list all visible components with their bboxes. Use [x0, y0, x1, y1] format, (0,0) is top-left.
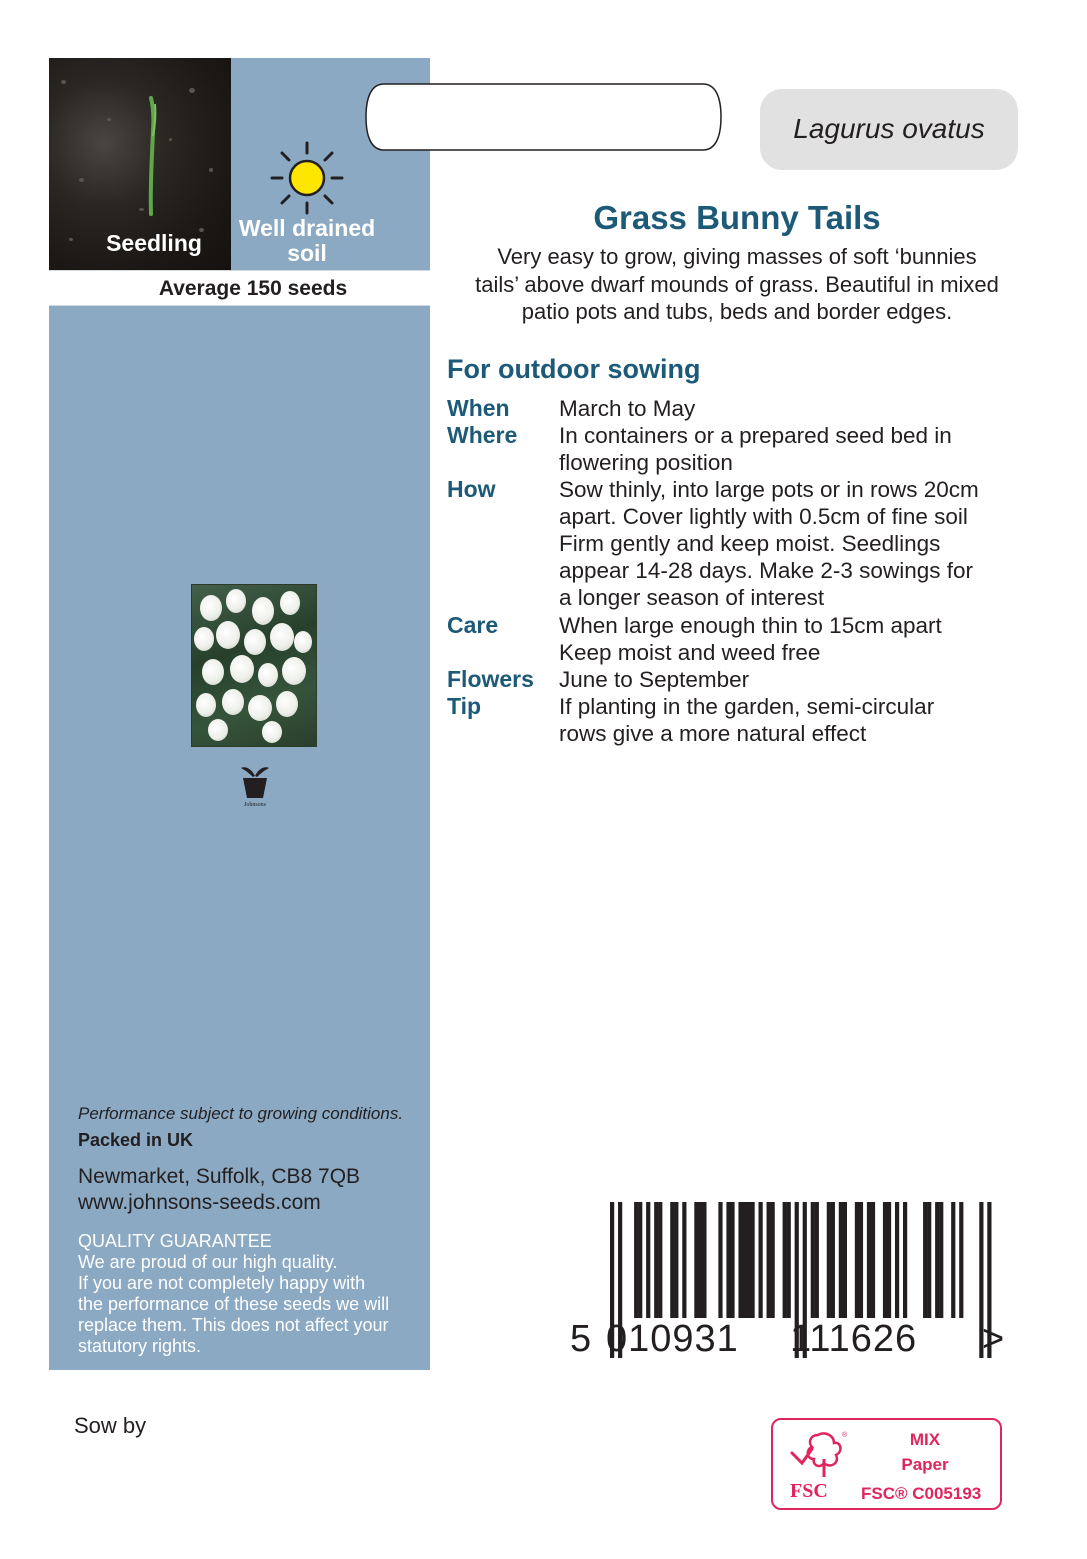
barcode-digits-left: 010931 [606, 1318, 739, 1360]
barcode [600, 1194, 1010, 1394]
barcode-lead-digit: 5 [570, 1318, 592, 1360]
barcode-bar [718, 1202, 722, 1318]
barcode-bar [959, 1202, 963, 1318]
instruction-line: In containers or a prepared seed bed in [559, 423, 952, 448]
barcode-bar [859, 1202, 863, 1318]
latin-name: Lagurus ovatus [793, 113, 985, 144]
barcode-bar [951, 1202, 955, 1318]
quality-line: statutory rights. [78, 1336, 202, 1356]
instruction-value [559, 666, 1039, 693]
instruction-label: Where [447, 422, 518, 448]
sowing-section-heading: For outdoor sowing [447, 354, 701, 384]
barcode-bar [831, 1202, 835, 1318]
barcode-bar [682, 1202, 686, 1318]
johnsons-logo-icon [237, 762, 273, 808]
instruction-line: March to May [559, 396, 696, 421]
barcode-bar [839, 1202, 843, 1318]
barcode-bar [759, 1202, 763, 1318]
barcode-bar [827, 1202, 831, 1318]
barcode-bar [726, 1202, 730, 1318]
barcode-bar [746, 1202, 750, 1318]
barcode-bar [927, 1202, 931, 1318]
performance-note: Performance subject to growing conditions. [78, 1104, 404, 1123]
barcode-bar [883, 1202, 887, 1318]
barcode-bar [674, 1202, 678, 1318]
barcode-bar [738, 1202, 742, 1318]
quality-guarantee-text [78, 1252, 428, 1357]
product-description [440, 243, 1034, 326]
barcode-bar [767, 1202, 771, 1318]
instruction-value [559, 693, 1039, 747]
sow-by-label: Sow by [74, 1413, 147, 1438]
soil-label-line1: Well drained [238, 215, 376, 241]
address: Newmarket, Suffolk, CB8 7QB [78, 1165, 361, 1188]
instruction-label: How [447, 476, 496, 502]
quality-line: If you are not completely happy with [78, 1273, 366, 1293]
barcode-bar [654, 1202, 658, 1318]
barcode-bar [771, 1202, 775, 1318]
instruction-label: Flowers [447, 666, 534, 692]
barcode-bar [658, 1202, 662, 1318]
packed-in-label: Packed in UK [78, 1130, 194, 1150]
bunny-tails-flower-photo [191, 584, 317, 747]
barcode-bar [903, 1202, 907, 1318]
barcode-bar [867, 1202, 871, 1318]
instruction-line: apart. Cover lightly with 0.5cm of fine soil [559, 504, 968, 530]
barcode-bar [923, 1202, 927, 1318]
quality-line: replace them. This does not affect your [78, 1315, 389, 1335]
instruction-value [559, 422, 1039, 476]
barcode-bar [815, 1202, 819, 1318]
barcode-bar [638, 1202, 642, 1318]
barcode-bar [935, 1202, 939, 1318]
barcode-bar [742, 1202, 746, 1318]
instruction-value [559, 476, 1039, 611]
instruction-label: When [447, 395, 510, 421]
quality-guarantee-title: QUALITY GUARANTEE [78, 1231, 272, 1251]
soil-label-line2: soil [287, 240, 327, 266]
barcode-bar [646, 1202, 650, 1318]
instruction-line: Sow thinly, into large pots or in rows 20cm [559, 477, 979, 502]
barcode-bar [698, 1202, 702, 1318]
instruction-line: If planting in the garden, semi-circular [559, 694, 935, 719]
description-line: patio pots and tubs, beds and border edges. [521, 299, 953, 324]
instruction-line: Keep moist and weed free [559, 640, 821, 666]
fsc-mix-label: MIX [909, 1430, 941, 1449]
sun-icon [269, 140, 345, 216]
instruction-line: When large enough thin to 15cm apart [559, 613, 942, 638]
barcode-bar [787, 1202, 791, 1318]
quality-line: We are proud of our high quality. [78, 1252, 338, 1272]
barcode-bar [843, 1202, 847, 1318]
barcode-bar [694, 1202, 698, 1318]
well-drained-soil-label [231, 216, 383, 266]
instruction-value [559, 612, 1039, 666]
seedling-label: Seedling [106, 230, 202, 256]
seed-count: Average 150 seeds [158, 277, 348, 300]
quality-line: the performance of these seeds we will [78, 1294, 390, 1314]
barcode-bar [855, 1202, 859, 1318]
barcode-bar [702, 1202, 706, 1318]
instruction-line: June to September [559, 667, 750, 692]
barcode-bar [670, 1202, 674, 1318]
barcode-bar [783, 1202, 787, 1318]
fsc-wordmark: FSC [790, 1480, 828, 1502]
barcode-bar [871, 1202, 875, 1318]
instruction-line: a longer season of interest [559, 585, 825, 611]
instruction-label: Tip [447, 693, 482, 719]
fsc-tree-check-icon [788, 1429, 846, 1479]
instruction-line: flowering position [559, 450, 733, 476]
barcode-bar [939, 1202, 943, 1318]
instruction-label: Care [447, 612, 499, 638]
fsc-paper-label: Paper [901, 1455, 949, 1474]
svg-text:®: ® [842, 1432, 848, 1439]
barcode-bar [811, 1202, 815, 1318]
fsc-license-code: FSC® C005193 [861, 1484, 982, 1503]
logo-wordmark: Johnsons [243, 802, 267, 808]
barcode-digits-right: 111626 [790, 1318, 918, 1360]
hanging-slot-window [364, 80, 723, 154]
website-link[interactable]: www.johnsons-seeds.com [78, 1191, 321, 1214]
instruction-value [559, 395, 1039, 422]
barcode-bar [895, 1202, 899, 1318]
seedling-sprout-icon [141, 96, 165, 216]
description-line: Very easy to grow, giving masses of soft ‘bunnies [497, 244, 977, 269]
barcode-bar [730, 1202, 734, 1318]
product-title: Grass Bunny Tails [593, 199, 881, 236]
instruction-line: Firm gently and keep moist. Seedlings [559, 531, 941, 557]
barcode-bar [634, 1202, 638, 1318]
barcode-bar [887, 1202, 891, 1318]
barcode-quiet-zone-arrow: > [982, 1318, 1005, 1360]
instruction-line: rows give a more natural effect [559, 721, 867, 747]
instruction-line: appear 14-28 days. Make 2-3 sowings for [559, 558, 973, 584]
barcode-bar [750, 1202, 754, 1318]
description-line: tails’ above dwarf mounds of grass. Beautiful in mixed [475, 271, 999, 297]
